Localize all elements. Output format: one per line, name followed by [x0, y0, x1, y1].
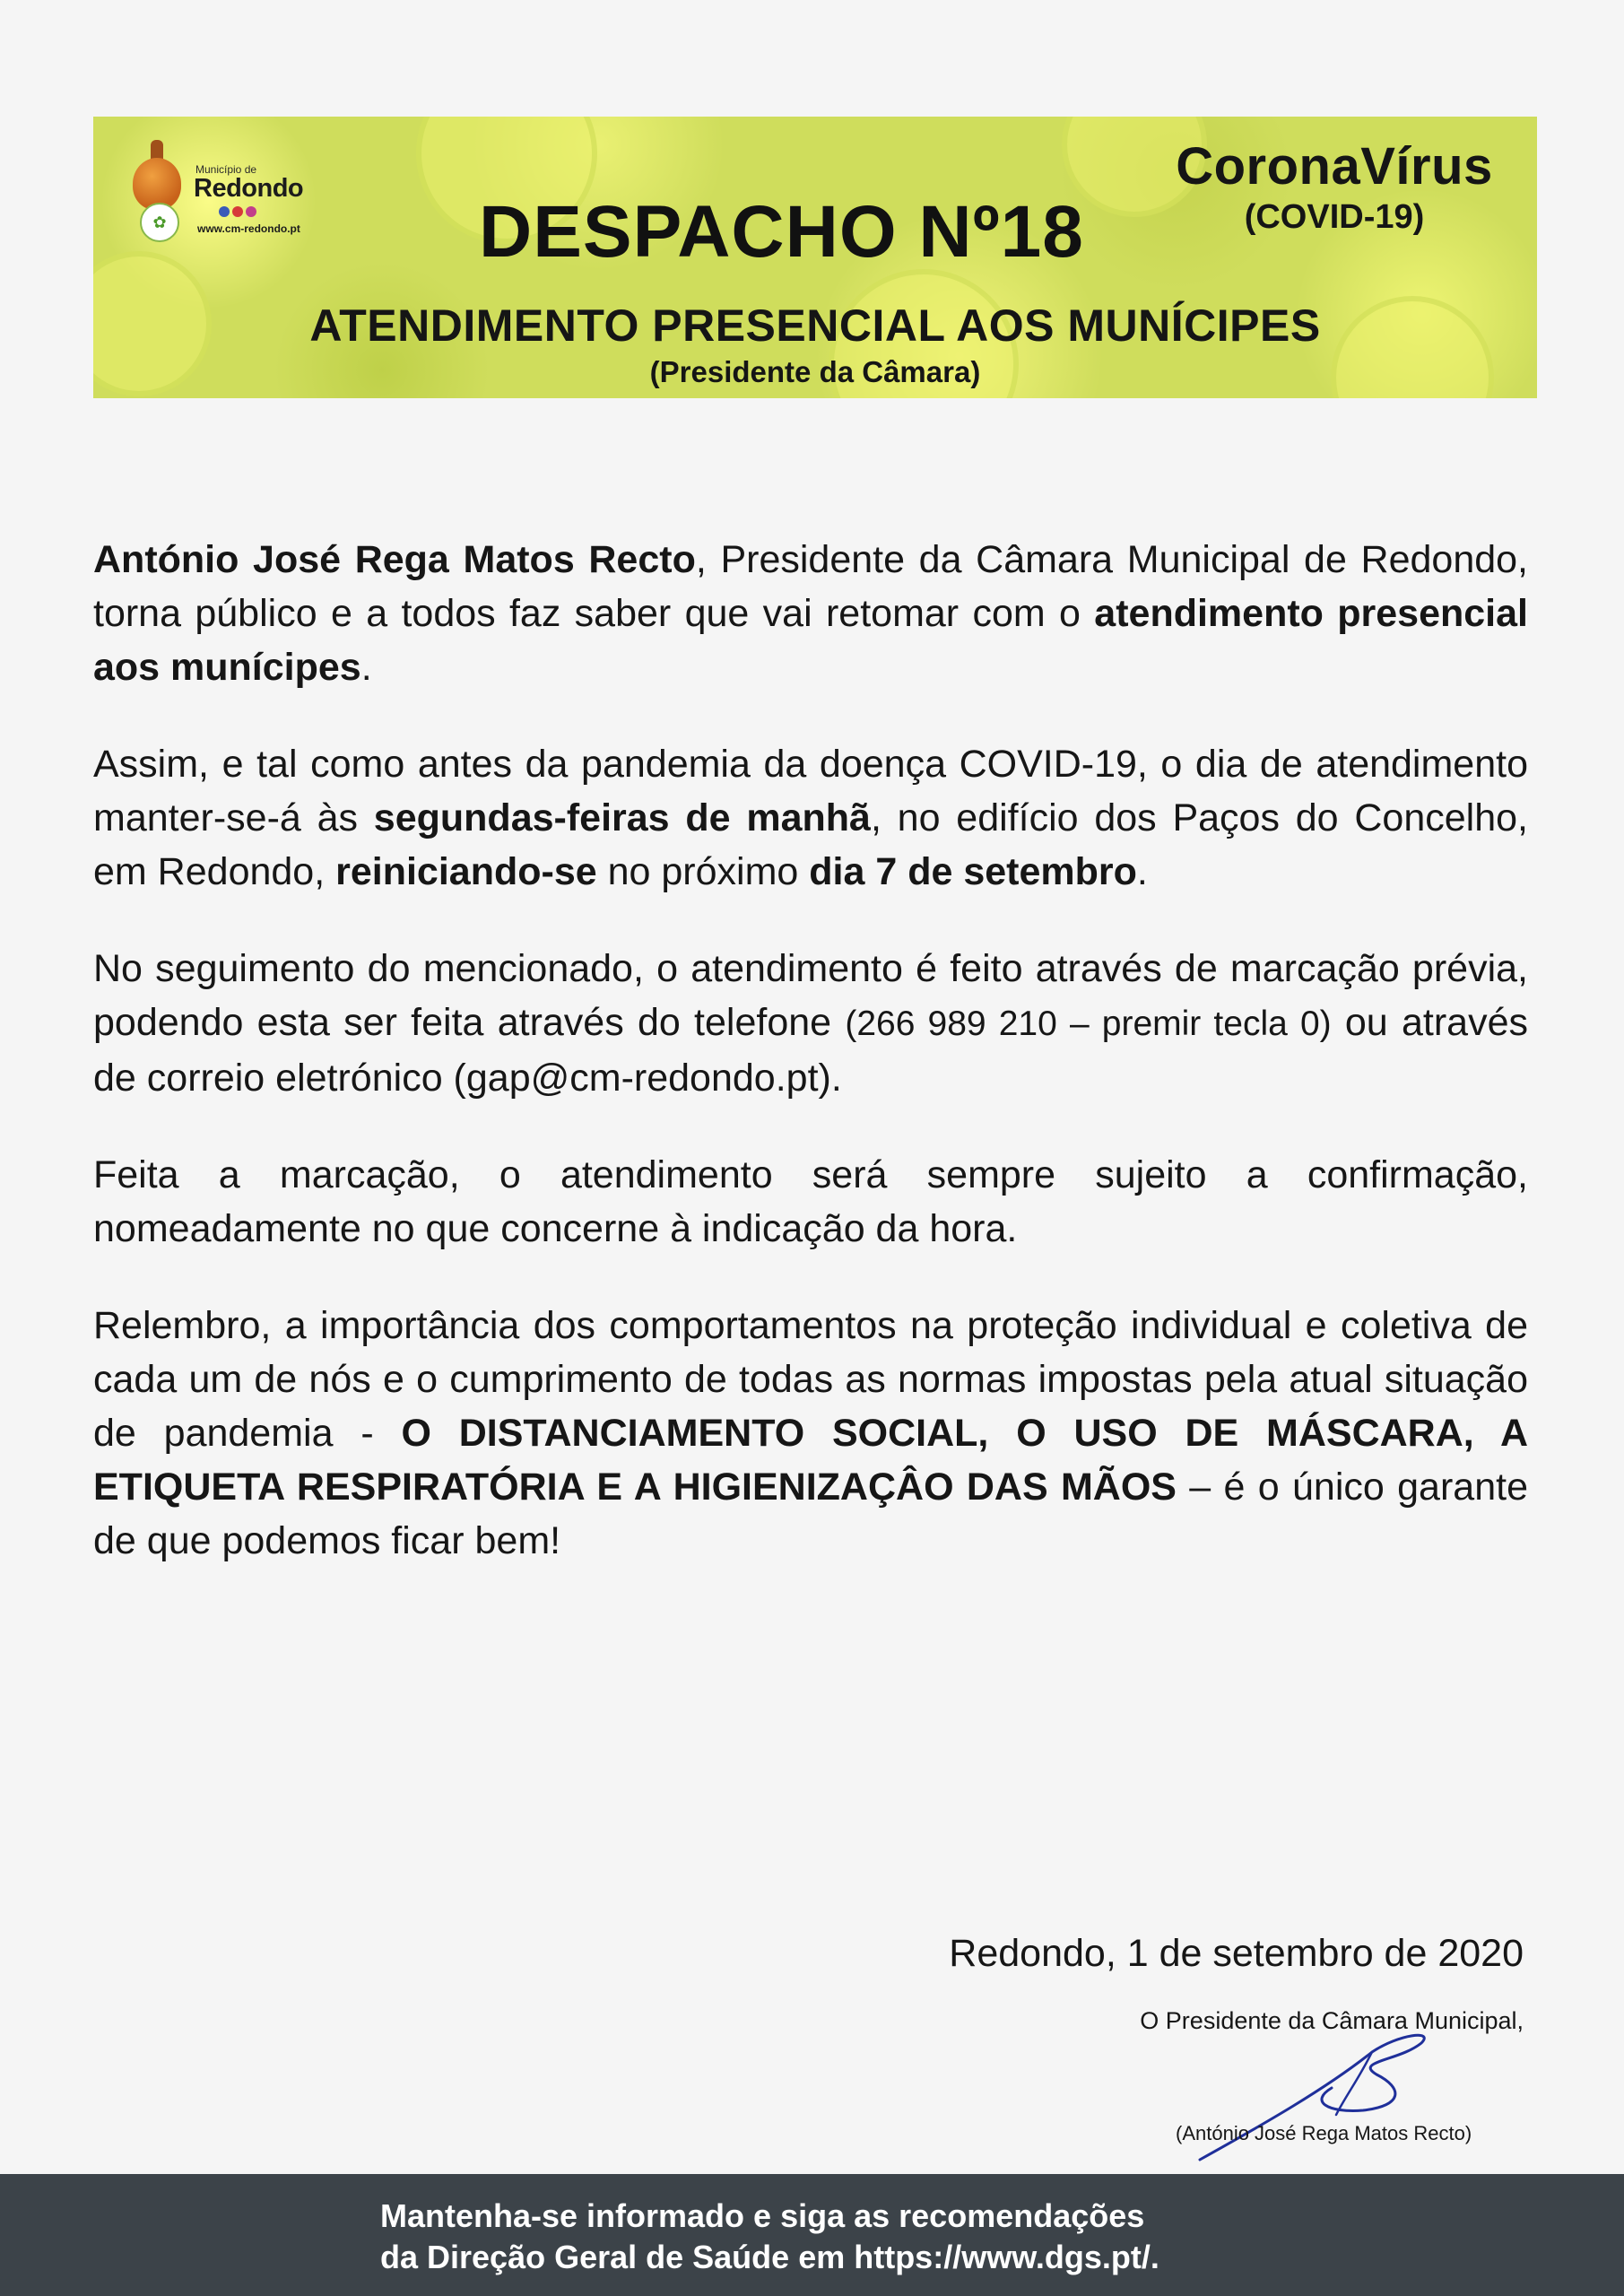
- text: no próximo: [596, 850, 810, 893]
- text: – é o único garante de que podemos ficar bem!: [93, 1465, 1528, 1562]
- footer-message: [380, 2196, 1159, 2278]
- youtube-icon: [232, 206, 243, 217]
- text: No seguimento do mencionado, o atendimento é feito através de marcação prévia, podendo esta ser feita através do telefone: [93, 947, 1528, 1044]
- facebook-icon: [219, 206, 230, 217]
- text: Assim, e tal como antes da pandemia da doença COVID-19, o dia de atendimento manter-se-á às: [93, 743, 1528, 839]
- text: ou através de correio eletrónico (gap@cm-redondo.pt).: [93, 1001, 1528, 1100]
- bold-text: reiniciando-se: [335, 850, 597, 893]
- signer-name: (António José Rega Matos Recto): [1176, 2122, 1472, 2144]
- paragraph-4: Feita a marcação, o atendimento será sempre sujeito a confirmação, nomeadamente no que concerne à indicação da hora.: [93, 1153, 1528, 1250]
- bold-text: atendimento presencial aos munícipes: [93, 592, 1528, 689]
- paragraph-5: [93, 1299, 1528, 1568]
- corona-title: CoronaVírus: [1176, 137, 1493, 196]
- header-banner: [93, 117, 1537, 398]
- seal-icon: ✿: [140, 203, 179, 242]
- document-title: DESPACHO Nº18: [479, 191, 1084, 273]
- text: , no edifício dos Paços do Concelho, em Redondo,: [93, 796, 1528, 893]
- president-name: António José Rega Matos Recto: [93, 538, 696, 581]
- logo-name: Redondo: [194, 174, 304, 203]
- text: .: [1136, 850, 1148, 893]
- document-subtitle: ATENDIMENTO PRESENCIAL AOS MUNÍCIPES: [309, 300, 1321, 351]
- paragraph-1: [93, 533, 1528, 694]
- bold-text: O DISTANCIAMENTO SOCIAL, O USO DE MÁSCARA, A ETIQUETA RESPIRATÓRIA E A HIGIENIZAÇÂO DAS MÃOS: [93, 1412, 1529, 1509]
- paragraph-3: [93, 942, 1528, 1105]
- bold-text: segundas-feiras de manhã: [373, 796, 871, 839]
- logo-small-text: Município de: [195, 163, 257, 176]
- document-date: Redondo, 1 de setembro de 2020: [949, 1932, 1524, 1975]
- corona-subtitle: (COVID-19): [1244, 198, 1425, 236]
- municipality-logo: [133, 140, 312, 248]
- document-body: [93, 533, 1528, 1611]
- signer-role: O Presidente da Câmara Municipal,: [1140, 2007, 1524, 2034]
- text: Relembro, a importância dos comportamentos na proteção individual e coletiva de cada um de nós e o cumprimento de todas as normas impostas pela atual situação de pandemia -: [93, 1304, 1528, 1455]
- footer-line-2: da Direção Geral de Saúde em https://www.dgs.pt/.: [380, 2239, 1159, 2275]
- bold-text: dia 7 de setembro: [809, 850, 1137, 893]
- footer-bar: [0, 2174, 1624, 2296]
- footer-line-1: Mantenha-se informado e siga as recomendações: [380, 2197, 1145, 2234]
- text: .: [360, 646, 372, 689]
- coronavirus-label: [1164, 136, 1505, 237]
- instagram-icon: [246, 206, 256, 217]
- logo-url: www.cm-redondo.pt: [197, 222, 300, 235]
- social-icons: [219, 206, 256, 217]
- handwritten-signature: [1193, 2025, 1462, 2169]
- text: , Presidente da Câmara Municipal de Redondo, torna público e a todos faz saber que vai retomar com o: [93, 538, 1529, 635]
- paragraph-2: [93, 737, 1528, 899]
- document-subtitle-2: (Presidente da Câmara): [649, 355, 981, 388]
- phone-number: (266 989 210 – premir tecla 0): [845, 1004, 1332, 1043]
